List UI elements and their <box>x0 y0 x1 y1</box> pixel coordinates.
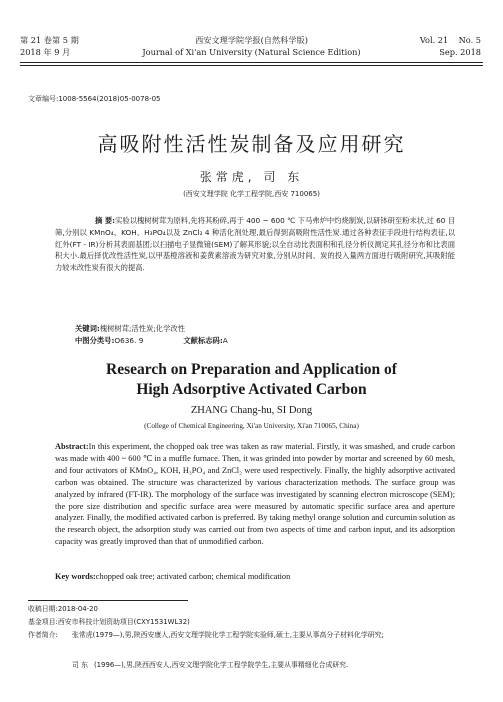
title-en <box>0 360 503 400</box>
title-cn: 高吸附性活性炭制备及应用研究 <box>97 132 406 156</box>
header-rule-thick <box>20 62 483 63</box>
fund-info <box>28 617 190 628</box>
journal-name-cn: 西安文理学院学报(自然科学版) <box>195 35 308 45</box>
received-date: 收稿日期:2018-04-20 <box>28 605 98 613</box>
abstract-cn-text: 实验以槐树树茸为原料,先将其粉碎,再于 400 ~ 600 ℃ 下马弗炉中灼烧制炭,以研钵研至粉末状,过 60 目筛,分别以 KMnO₄、KOH、H₃PO₄以及 ZnCl₂ 4 种活化剂处理,最后得到高吸附性活性炭.通过各种表征手段进行结构表征,以红外(FT - IR)分析其表面基团;以扫描电子显微镜(SEM)了解其形貌;以全自动比表面积和孔径分析仪测定其孔径分布和比表面积大小.最后择优改性活性炭,以甲基橙溶液和姜黄素溶液为研究对象,分别从时间、炭的投入量两方面进行吸附研究,其吸附能力较未改性炭有很大的提高. <box>55 216 455 273</box>
abstract-en-text: In this experiment, the chopped oak tree was taken as raw material. Firstly, it was smashed, and crude carbon was made with 400 ~ 600 ℃ in a muffle furnace. Then, it was grinded into powder by mortar and screened by 60 mesh, and four activators of KMnO₄, KOH, H₃PO₄ and ZnCl₂ were used respectively. Finally, the highly adsorptive activated carbon was obtained. The structure was characterized by various characterization methods. The surface group was analyzed by infrared (FT-IR). The morphology of the surface was investigated by scanning electron microscope (SEM); the pore size distribution and specific surface area were measured by automatic specific surface area and aperture analyzer. Finally, the modified activated carbon is preferred. By taking methyl orange solution and curcumin solution as the research object, the adsorption study was carried out from two aspects of time and carbon input, and its adsorption capacity was greatly improved than that of unmodified carbon. <box>55 442 455 547</box>
keywords-en-text: chopped oak tree; activated carbon; chemical modification <box>95 572 291 581</box>
affiliation-en: (College of Chemical Engineering, Xi'an University, Xi'an 710065, China) <box>144 422 359 430</box>
doc-code-value: A <box>222 336 228 345</box>
bio-2-name: 司 东 <box>72 661 88 669</box>
classification <box>75 336 228 346</box>
doc-code-label: 文献标志码: <box>183 336 223 345</box>
keywords-cn-label: 关键词: <box>75 324 100 333</box>
authors-cn: 张常虎, 司 东 <box>199 170 304 184</box>
date-cn: 2018 年 9 月 <box>20 47 71 57</box>
keywords-en-label: Key words: <box>55 572 96 581</box>
keywords-en <box>55 572 290 581</box>
abstract-cn <box>55 215 455 274</box>
abstract-en-label: Abstract: <box>55 442 89 451</box>
keywords-cn-text: 槐树树茸;活性炭;化学改性 <box>99 324 185 333</box>
title-en-line-1: Research on Preparation and Application of <box>106 361 397 378</box>
author-bio-1 <box>28 630 478 641</box>
header-rule-thin <box>20 65 483 66</box>
abstract-cn-label: 摘 要: <box>95 216 116 225</box>
clc-label: 中图分类号: <box>75 336 115 345</box>
title-en-line-2: High Adsorptive Activated Carbon <box>136 381 367 398</box>
bio-label: 作者简介: <box>28 631 58 639</box>
header-volume-en <box>420 34 481 58</box>
affiliation-cn: (西安文理学院 化学工程学院,西安 710065) <box>183 190 320 198</box>
volume-issue-cn: 第 21 卷第 5 期 <box>20 35 79 45</box>
volume-issue-en: Vol. 21 No. 5 <box>419 35 481 45</box>
footnote-rule <box>28 600 188 601</box>
clc-value: O636. 9 <box>114 336 144 345</box>
bio-2-text: (1996—),男,陕西西安人,西安文理学院化学工程学院学生,主要从事精细化合成研究. <box>93 661 349 669</box>
fund-label: 基金项目: <box>28 618 58 626</box>
keywords-cn <box>75 324 185 334</box>
fund-text: 西安市科技计划资助项目(CXY1531WL32) <box>57 618 190 626</box>
bio-1-text: 张常虎(1979—),男,陕西安康人,西安文理学院化学工程学院实验师,硕士,主要从事高分子材料化学研究; <box>72 631 384 639</box>
article-number: 文章编号:1008-5564(2018)05-0078-05 <box>28 95 161 103</box>
journal-name-en: Journal of Xi'an University (Natural Science Edition) <box>142 47 361 57</box>
author-bio-2 <box>72 660 348 671</box>
date-en: Sep. 2018 <box>439 47 481 57</box>
abstract-en <box>55 441 455 548</box>
authors-en: ZHANG Chang-hu, SI Dong <box>190 405 313 416</box>
